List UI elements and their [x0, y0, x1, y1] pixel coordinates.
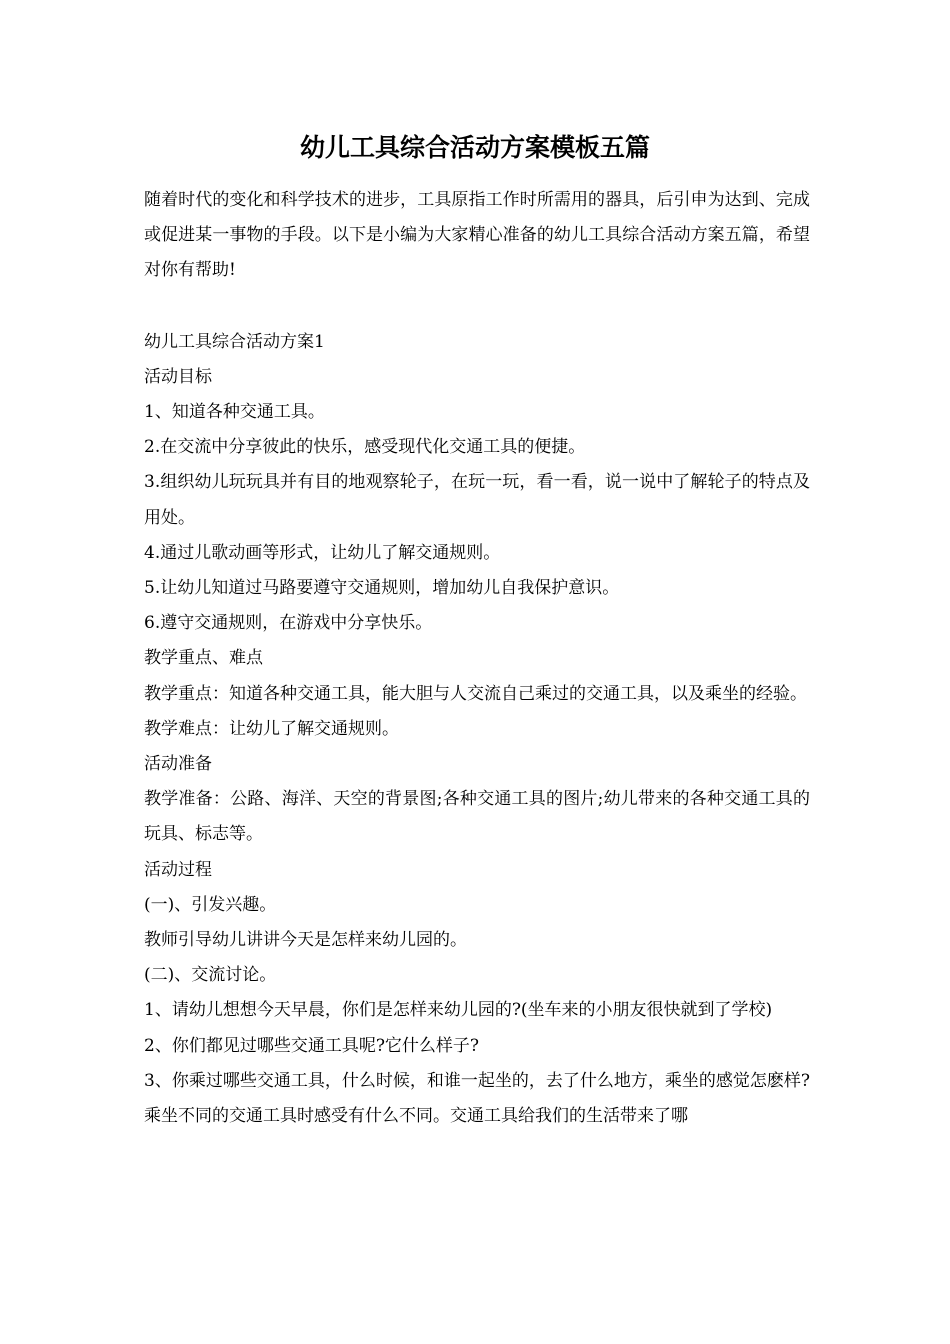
- paragraph: 教学难点：让幼儿了解交通规则。: [144, 718, 399, 739]
- document-body: [144, 183, 810, 1134]
- document-title: 幼儿工具综合活动方案模板五篇: [299, 133, 650, 162]
- goal-item: 5.让幼儿知道过马路要遵守交通规则，增加幼儿自我保护意识。: [144, 578, 620, 599]
- list-item: 3、你乘过哪些交通工具，什么时候，和谁一起坐的，去了什么地方，乘坐的感觉怎麽样?乘坐不同的交通工具时感受有什么不同。交通工具给我们的生活带来了哪: [144, 1070, 810, 1127]
- process-step: (二)、交流讨论。: [144, 965, 277, 986]
- paragraph: 教师引导幼儿讲讲今天是怎样来幼儿园的。: [144, 930, 467, 951]
- intro-paragraph: 随着时代的变化和科学技术的进步，工具原指工作时所需用的器具，后引申为达到、完成或促进某一事物的手段。以下是小编为大家精心准备的幼儿工具综合活动方案五篇，希望对你有帮助!: [144, 190, 810, 281]
- section-heading: 幼儿工具综合活动方案1: [144, 331, 325, 352]
- subheading-key-points: 教学重点、难点: [144, 648, 263, 669]
- goal-item: 6.遵守交通规则，在游戏中分享快乐。: [144, 613, 433, 634]
- goal-item: 1、知道各种交通工具。: [144, 402, 325, 423]
- list-item: 2、你们都见过哪些交通工具呢?它什么样子?: [144, 1035, 480, 1056]
- paragraph: 教学重点：知道各种交通工具，能大胆与人交流自己乘过的交通工具，以及乘坐的经验。: [144, 683, 807, 704]
- goal-item: 2.在交流中分享彼此的快乐，感受现代化交通工具的便捷。: [144, 437, 586, 458]
- process-step: (一)、引发兴趣。: [144, 894, 277, 915]
- paragraph: 教学准备：公路、海洋、天空的背景图;各种交通工具的图片;幼儿带来的各种交通工具的玩具、标志等。: [144, 789, 810, 845]
- paragraph-spacer: [144, 289, 810, 325]
- subheading-goals: 活动目标: [144, 366, 212, 387]
- goal-item: 3.组织幼儿玩玩具并有目的地观察轮子，在玩一玩，看一看，说一说中了解轮子的特点及用处。: [144, 472, 810, 528]
- list-item: 1、请幼儿想想今天早晨，你们是怎样来幼儿园的?(坐车来的小朋友很快就到了学校): [144, 1000, 773, 1021]
- subheading-preparation: 活动准备: [144, 754, 212, 775]
- goal-item: 4.通过儿歌动画等形式，让幼儿了解交通规则。: [144, 542, 501, 563]
- subheading-process: 活动过程: [144, 859, 212, 880]
